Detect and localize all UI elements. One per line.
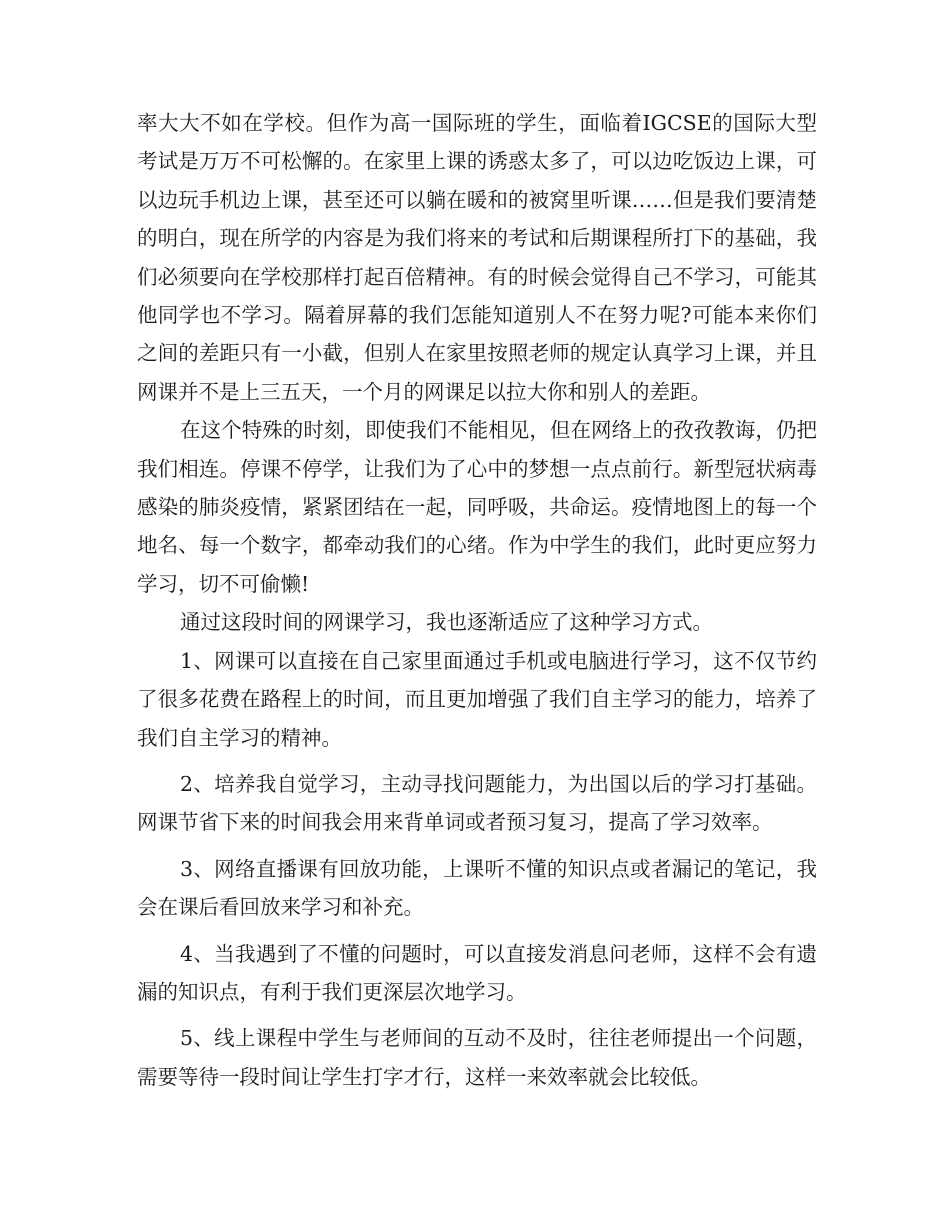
paragraph-continuation: 率大大不如在学校。但作为高一国际班的学生，面临着IGCSE的国际大型考试是万万不可松懈的。在家里上课的诱惑太多了，可以边吃饭边上课，可以边玩手机边上课，甚至还可以躺在暖和的被窝里听课……但是我们要清楚的明白，现在所学的内容是为我们将来的考试和后期课程所打下的基础，我们必须要向在学校那样打起百倍精神。有的时候会觉得自己不学习，可能其他同学也不学习。隔着屏幕的我们怎能知道别人不在努力呢?可能本来你们之间的差距只有一小截，但别人在家里按照老师的规定认真学习上课，并且网课并不是上三五天，一个月的网课足以拉大你和别人的差距。 (137, 111, 817, 404)
list-item-5: 5、线上课程中学生与老师间的互动不及时，往往老师提出一个问题，需要等待一段时间让学生打字才行，这样一来效率就会比较低。 (137, 1026, 817, 1089)
list-item-1: 1、网课可以直接在自己家里面通过手机或电脑进行学习，这不仅节约了很多花费在路程上的时间，而且更加增强了我们自主学习的能力，培养了我们自主学习的精神。 (137, 648, 817, 750)
list-item-2: 2、培养我自觉学习，主动寻找问题能力，为出国以后的学习打基础。网课节省下来的时间我会用来背单词或者预习复习，提高了学习效率。 (137, 771, 817, 835)
list-item-3: 3、网络直播课有回放功能，上课听不懂的知识点或者漏记的笔记，我会在课后看回放来学习和补充。 (137, 856, 817, 920)
document-body (137, 104, 817, 1096)
list-item-4: 4、当我遇到了不懂的问题时，可以直接发消息问老师，这样不会有遗漏的知识点，有利于我们更深层次地学习。 (137, 941, 817, 1004)
paragraph-adaptation: 通过这段时间的网课学习，我也逐渐适应了这种学习方式。 (180, 610, 714, 635)
paragraph-special-moment: 在这个特殊的时刻，即使我们不能相见，但在网络上的孜孜教诲，仍把我们相连。停课不停学，让我们为了心中的梦想一点点前行。新型冠状病毒感染的肺炎疫情，紧紧团结在一起，同呼吸，共命运。疫情地图上的每一个地名、每一个数字，都牵动我们的心绪。作为中学生的我们，此时更应努力学习，切不可偷懒! (137, 418, 817, 596)
